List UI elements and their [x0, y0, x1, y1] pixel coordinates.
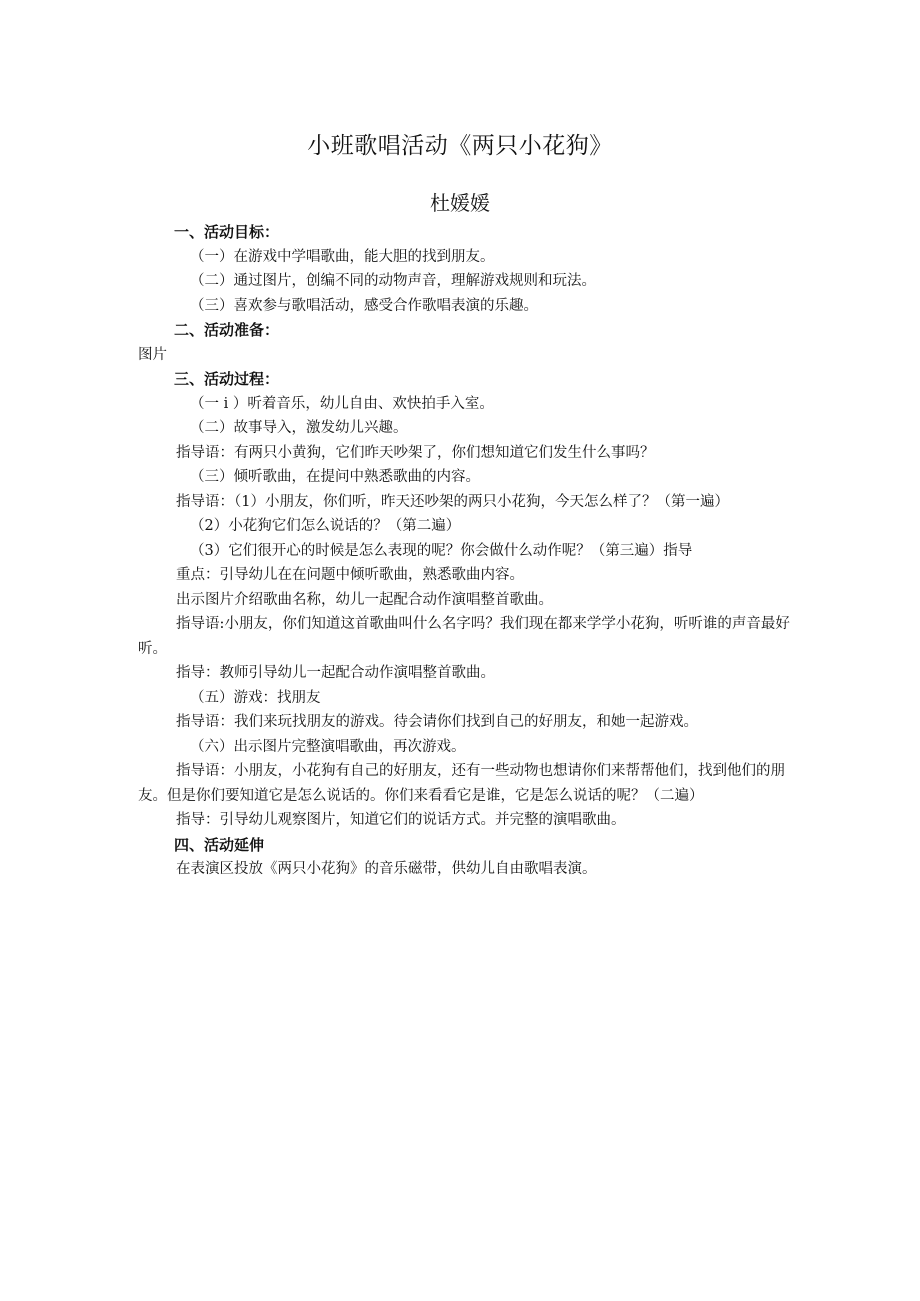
process-step-6: （六）出示图片完整演唱歌曲，再次游戏。	[190, 738, 466, 755]
process-step-2: （二）故事导入，激发幼儿兴趣。	[190, 420, 408, 436]
guidance-text-2: 指导语：（1）小朋友，你们听，昨天还吵架的两只小花狗，今天怎么样了？（第一遍）	[176, 493, 729, 510]
guidance-text-1: 指导语：有两只小黄狗，它们昨天吵架了，你们想知道它们发生什么事吗？	[176, 444, 655, 461]
guidance-text-5: 指导语：我们来玩找朋友的游戏。待会请你们找到自己的好朋友，和她一起游戏。	[176, 714, 698, 730]
show-picture-text: 出示图片介绍歌曲名称，幼儿一起配合动作演唱整首歌曲。	[176, 591, 553, 608]
guidance-text-4: 指导：教师引导幼儿一起配合动作演唱整首歌曲。	[176, 665, 495, 681]
document-title: 小班歌唱活动《两只小花狗》	[307, 133, 613, 159]
goal-item-2: （二）通过图片，创编不同的动物声音，理解游戏规则和玩法。	[190, 273, 596, 289]
section-heading-goals: 一、活动目标：	[174, 223, 280, 241]
guidance-question-3: （3）它们很开心的时候是怎么表现的呢？你会做什么动作呢？（第三遍）指导	[190, 542, 693, 559]
document-body	[138, 220, 790, 882]
section-heading-process: 三、活动过程：	[174, 370, 280, 388]
extension-text: 在表演区投放《两只小花狗》的音乐磁带，供幼儿自由歌唱表演。	[176, 861, 597, 877]
guidance-text-3: 指导语:小朋友，你们知道这首歌曲叫什么名字吗？我们现在都来学学小花狗，听听谁的声音最好听。	[138, 616, 790, 657]
process-step-1: （一 i ）听着音乐，幼儿自由、欢快拍手入室。	[190, 395, 494, 412]
section-heading-preparation: 二、活动准备：	[174, 321, 280, 339]
goal-item-3: （三）喜欢参与歌唱活动，感受合作歌唱表演的乐趣。	[190, 297, 538, 314]
guidance-question-2: （2）小花狗它们怎么说话的？（第二遍）	[190, 518, 461, 534]
guidance-text-6: 指导语：小朋友，小花狗有自己的好朋友，还有一些动物也想请你们来帮帮他们，找到他们的朋友。但是你们要知道它是怎么说话的。你们来看看它是谁，它是怎么说话的呢？（二遍）	[138, 763, 785, 804]
key-point-text: 重点：引导幼儿在在问题中倾听歌曲，熟悉歌曲内容。	[176, 567, 524, 583]
process-step-5: （五）游戏：找朋友	[190, 689, 321, 706]
goal-item-1: （一）在游戏中学唱歌曲，能大胆的找到朋友。	[190, 248, 495, 265]
author-name: 杜媛媛	[430, 191, 490, 215]
section-heading-extension: 四、活动延伸	[174, 835, 265, 854]
preparation-text: 图片	[138, 346, 167, 363]
guidance-text-7: 指导：引导幼儿观察图片，知道它们的说话方式。并完整的演唱歌曲。	[176, 812, 626, 828]
process-step-3: （三）倾听歌曲，在提问中熟悉歌曲的内容。	[190, 469, 480, 485]
